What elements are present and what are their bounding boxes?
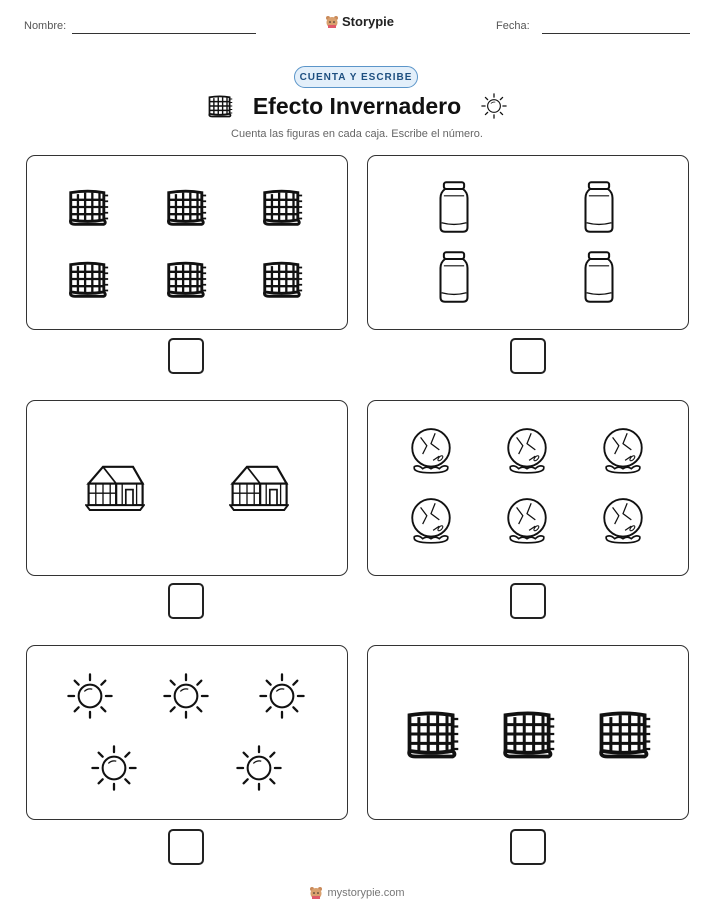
answer-box-2[interactable]	[510, 338, 546, 374]
brand-logo	[325, 14, 394, 29]
crystal-ball-icon	[408, 427, 454, 477]
count-box-1	[26, 155, 348, 330]
blanket-icon	[161, 184, 211, 230]
page-title	[0, 92, 714, 120]
answer-box-1[interactable]	[168, 338, 204, 374]
sun-icon	[234, 743, 284, 793]
greenhouse-icon	[85, 459, 145, 513]
sun-icon	[89, 743, 139, 793]
blanket-icon	[496, 704, 560, 764]
jar-icon	[436, 180, 472, 234]
instructions: Cuenta las figuras en cada caja. Escribe el número.	[231, 128, 483, 140]
crystal-ball-icon	[600, 497, 646, 547]
footer	[0, 886, 714, 900]
footer-url[interactable]: mystorypie.com	[327, 887, 405, 899]
sun-icon	[161, 671, 211, 721]
answer-box-3[interactable]	[168, 583, 204, 619]
sun-icon	[65, 671, 115, 721]
count-box-6	[367, 645, 689, 820]
name-line[interactable]	[72, 33, 256, 34]
count-box-2	[367, 155, 689, 330]
answer-box-6[interactable]	[510, 829, 546, 865]
name-label: Nombre:	[24, 20, 67, 32]
count-box-3	[26, 400, 348, 576]
greenhouse-icon	[229, 459, 289, 513]
crystal-ball-icon	[504, 427, 550, 477]
crystal-ball-icon	[408, 497, 454, 547]
count-box-4	[367, 400, 689, 576]
brand-name: Storypie	[342, 14, 395, 29]
answer-box-4[interactable]	[510, 583, 546, 619]
count-box-5	[26, 645, 348, 820]
jar-icon	[581, 180, 617, 234]
crystal-ball-icon	[504, 497, 550, 547]
date-label: Fecha:	[496, 20, 530, 32]
jar-icon	[581, 250, 617, 304]
blanket-icon	[63, 184, 113, 230]
jar-icon	[436, 250, 472, 304]
answer-box-5[interactable]	[168, 829, 204, 865]
blanket-icon	[592, 704, 656, 764]
title-text: Efecto Invernadero	[252, 92, 462, 119]
sun-icon	[257, 671, 307, 721]
blanket-icon	[63, 256, 113, 302]
blanket-icon	[400, 704, 464, 764]
blanket-icon	[206, 92, 234, 120]
activity-badge: CUENTA Y ESCRIBE	[294, 66, 418, 88]
date-line[interactable]	[542, 33, 690, 34]
sun-icon	[480, 92, 508, 120]
bear-icon	[325, 15, 339, 29]
blanket-icon	[257, 184, 307, 230]
blanket-icon	[161, 256, 211, 302]
bear-icon	[309, 886, 323, 900]
blanket-icon	[257, 256, 307, 302]
crystal-ball-icon	[600, 427, 646, 477]
